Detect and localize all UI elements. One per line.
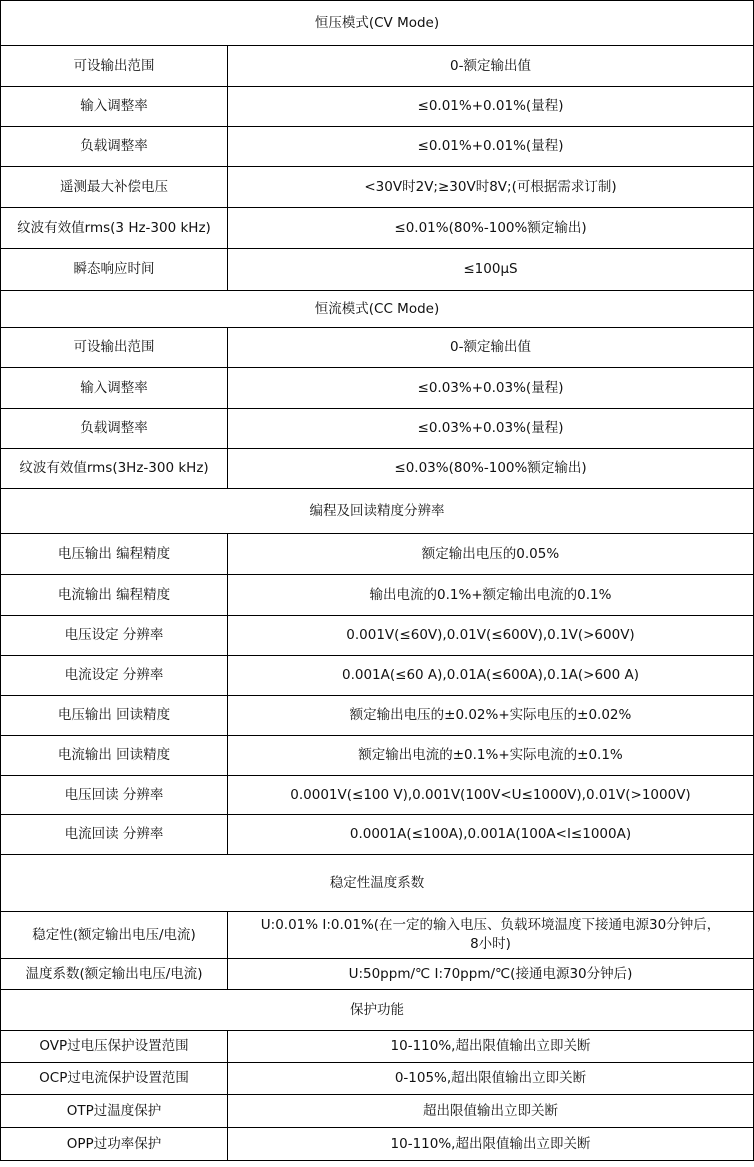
table-row xyxy=(1,46,754,87)
row-label: 可设输出范围 xyxy=(1,328,228,368)
row-value: 0.0001A(≤100A),0.001A(100A<I≤1000A) xyxy=(228,815,754,855)
row-label: 电流输出 编程精度 xyxy=(1,575,228,616)
row-value: 0.0001V(≤100 V),0.001V(100V<U≤1000V),0.01V(>1000V) xyxy=(228,776,754,815)
row-label: 电流输出 回读精度 xyxy=(1,736,228,776)
row-label: 遥测最大补偿电压 xyxy=(1,167,228,208)
row-value: ≤0.03%(80%-100%额定输出) xyxy=(228,449,754,489)
row-value: 0-额定输出值 xyxy=(228,328,754,368)
row-label: 电压输出 编程精度 xyxy=(1,534,228,575)
table-row xyxy=(1,776,754,815)
row-value: U:50ppm/℃ I:70ppm/℃(接通电源30分钟后) xyxy=(228,959,754,990)
row-label: 稳定性(额定输出电压/电流) xyxy=(1,912,228,959)
table-row xyxy=(1,534,754,575)
row-value: <30V时2V;≥30V时8V;(可根据需求订制) xyxy=(228,167,754,208)
row-label: 瞬态响应时间 xyxy=(1,249,228,291)
section-header-row xyxy=(1,291,754,328)
row-label: 电流回读 分辨率 xyxy=(1,815,228,855)
table-row xyxy=(1,696,754,736)
table-row xyxy=(1,815,754,855)
row-value: 额定输出电流的±0.1%+实际电流的±0.1% xyxy=(228,736,754,776)
row-value: 0-额定输出值 xyxy=(228,46,754,87)
table-row xyxy=(1,368,754,409)
row-label: 温度系数(额定输出电压/电流) xyxy=(1,959,228,990)
section-header-row xyxy=(1,489,754,534)
row-value: 额定输出电压的0.05% xyxy=(228,534,754,575)
row-value-line-1: U:0.01% I:0.01%(在一定的输入电压、负载环境温度下接通电源30分钟后， xyxy=(260,917,721,933)
row-label: 电压设定 分辨率 xyxy=(1,616,228,656)
row-value: 0.001V(≤60V),0.01V(≤600V),0.1V(>600V) xyxy=(228,616,754,656)
row-value: 0-105%,超出限值输出立即关断 xyxy=(228,1063,754,1095)
table-row xyxy=(1,1031,754,1063)
table-row xyxy=(1,409,754,449)
row-value-line-2: 8小时) xyxy=(470,936,511,952)
row-value: 超出限值输出立即关断 xyxy=(228,1095,754,1128)
table-row xyxy=(1,1128,754,1161)
section-header-protection: 保护功能 xyxy=(1,990,754,1031)
row-label: 输入调整率 xyxy=(1,87,228,127)
table-row xyxy=(1,167,754,208)
row-label: 纹波有效值rms(3 Hz-300 kHz) xyxy=(1,208,228,249)
table-row xyxy=(1,449,754,489)
section-header-row xyxy=(1,855,754,912)
row-value: ≤0.03%+0.03%(量程) xyxy=(228,368,754,409)
row-label: 输入调整率 xyxy=(1,368,228,409)
section-header-cv: 恒压模式(CV Mode) xyxy=(1,1,754,46)
table-row xyxy=(1,127,754,167)
row-label: 电流设定 分辨率 xyxy=(1,656,228,696)
table-row xyxy=(1,912,754,959)
table-row xyxy=(1,328,754,368)
section-header-row xyxy=(1,1,754,46)
table-row xyxy=(1,1095,754,1128)
section-header-stability: 稳定性温度系数 xyxy=(1,855,754,912)
row-label: 电压输出 回读精度 xyxy=(1,696,228,736)
row-value: 10-110%,超出限值输出立即关断 xyxy=(228,1031,754,1063)
row-label: 负载调整率 xyxy=(1,127,228,167)
row-value: 10-110%,超出限值输出立即关断 xyxy=(228,1128,754,1161)
row-label: OTP过温度保护 xyxy=(1,1095,228,1128)
row-value: ≤0.01%+0.01%(量程) xyxy=(228,127,754,167)
section-header-cc: 恒流模式(CC Mode) xyxy=(1,291,754,328)
row-value: ≤0.01%(80%-100%额定输出) xyxy=(228,208,754,249)
row-label: 电压回读 分辨率 xyxy=(1,776,228,815)
row-value xyxy=(228,912,754,959)
table-row xyxy=(1,1063,754,1095)
row-label: 纹波有效值rms(3Hz-300 kHz) xyxy=(1,449,228,489)
row-label: OPP过功率保护 xyxy=(1,1128,228,1161)
section-header-programming: 编程及回读精度分辨率 xyxy=(1,489,754,534)
table-row xyxy=(1,959,754,990)
row-label: 可设输出范围 xyxy=(1,46,228,87)
table-row xyxy=(1,616,754,656)
row-value: 额定输出电压的±0.02%+实际电压的±0.02% xyxy=(228,696,754,736)
row-label: OVP过电压保护设置范围 xyxy=(1,1031,228,1063)
table-row xyxy=(1,249,754,291)
row-value: ≤0.03%+0.03%(量程) xyxy=(228,409,754,449)
section-header-row xyxy=(1,990,754,1031)
row-label: 负载调整率 xyxy=(1,409,228,449)
row-value: ≤100μS xyxy=(228,249,754,291)
row-label: OCP过电流保护设置范围 xyxy=(1,1063,228,1095)
table-row xyxy=(1,656,754,696)
table-row xyxy=(1,575,754,616)
table-row xyxy=(1,736,754,776)
row-value: 输出电流的0.1%+额定输出电流的0.1% xyxy=(228,575,754,616)
table-row xyxy=(1,208,754,249)
row-value: 0.001A(≤60 A),0.01A(≤600A),0.1A(>600 A) xyxy=(228,656,754,696)
table-row xyxy=(1,87,754,127)
row-value: ≤0.01%+0.01%(量程) xyxy=(228,87,754,127)
